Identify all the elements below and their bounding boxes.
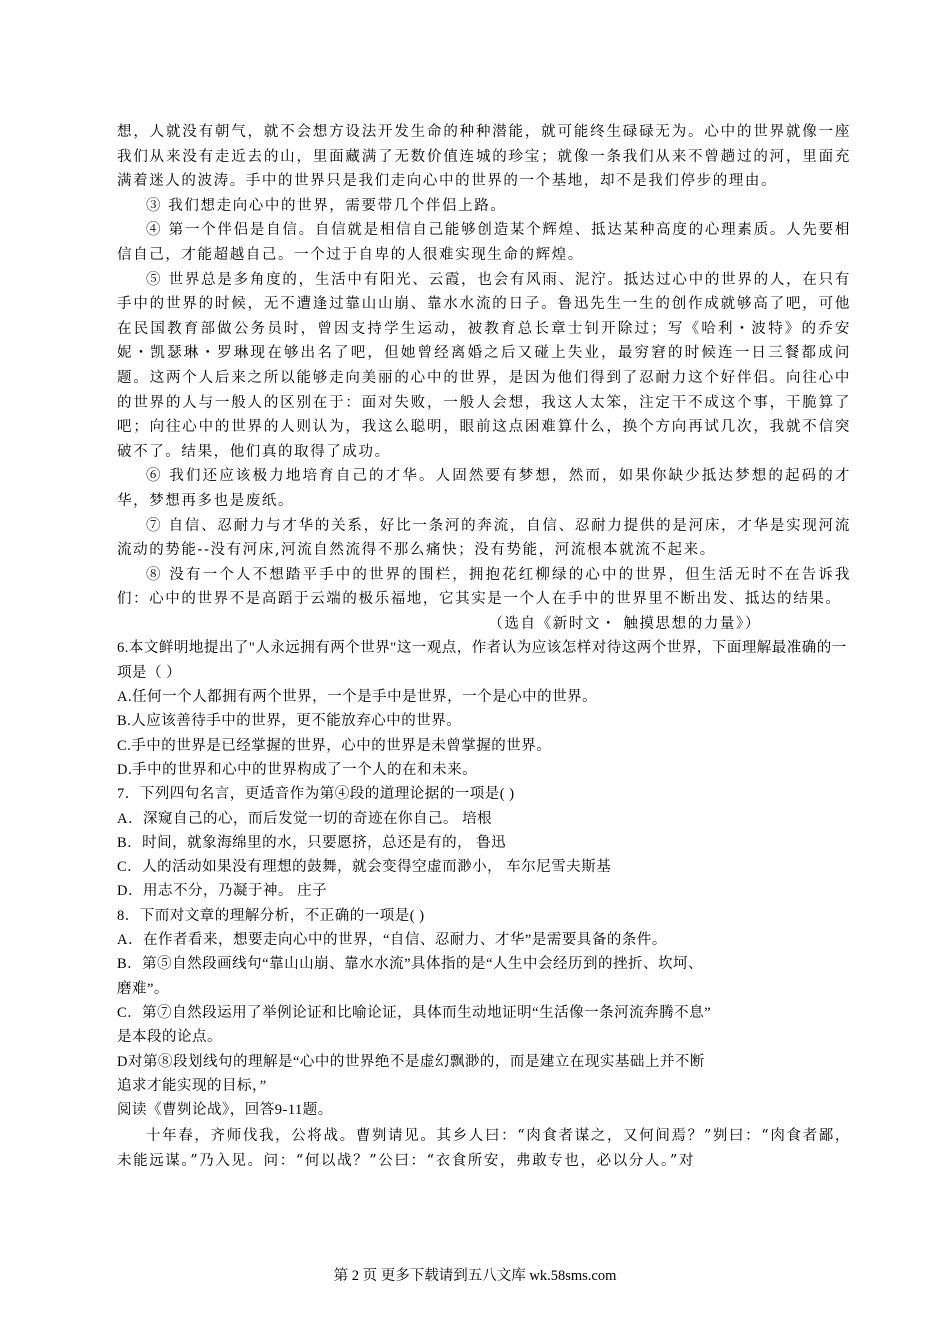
questions-section bbox=[117, 636, 851, 1122]
question-line: D．用志不分，乃凝于神。 庄子 bbox=[117, 883, 328, 900]
question-line: 是本段的论点。 bbox=[117, 1029, 222, 1046]
passage-paragraph: 想，人就没有朝气，就不会想方设法开发生命的种种潜能，就可能终生碌碌无为。心中的世界就像一座我们从来没有走近去的山，里面藏满了无数价值连城的珍宝；就像一条我们从来不曾趟过的河，里面充满着迷人的波涛。手中的世界只是我们走向心中的世界的一个基地，却不是我们停步的理由。 bbox=[117, 124, 851, 190]
question-line: 8．下而对文章的理解分析，不正确的一项是( ) bbox=[117, 907, 425, 924]
question-line: 追求才能实现的目标，” bbox=[117, 1077, 267, 1094]
question-line: A．深窥自己的心，而后发觉一切的奇迹在你自己。 培根 bbox=[117, 810, 493, 827]
passage-paragraph: ⑦ 自信、忍耐力与才华的关系，好比一条河的奔流，自信、忍耐力提供的是河床，才华是实现河流流动的势能--没有河床,河流自然流得不那么痛快；没有势能，河流根本就流不起来。 bbox=[117, 517, 851, 559]
classical-text: 十年春，齐师伐我，公将战。曹刿请见。其乡人曰：“肉食者谋之，又何间焉？”刿曰：“肉食者鄙，未能远谋。”乃入见。问：“何以战？”公曰：“衣食所安，弗敢专也，必以分人。”对 bbox=[117, 1128, 851, 1169]
question-line: B．第⑤自然段画线句“靠山山崩、靠水水流”具体指的是“人生中会经历到的挫折、坎坷、 bbox=[117, 956, 703, 973]
question-line: B.人应该善待手中的世界，更不能放弃心中的世界。 bbox=[117, 713, 462, 730]
question-line: 阅读《曹刿论战》，回答9-11题。 bbox=[117, 1102, 333, 1119]
passage-paragraph: ⑤ 世界总是多角度的，生活中有阳光、云霞，也会有风雨、泥泞。抵达过心中的世界的人，在只有手中的世界的时候，无不遭逢过靠山山崩、靠水水流的日子。鲁迅先生一生的创作成就够高了吧，可他在民国教育部做公务员时，曾因支持学生运动，被教育总长章士钊开除过；写《哈利・波特》的乔安妮・凯瑟琳・罗琳现在够出名了吧，但她曾经离婚之后又碰上失业，最穷窘的时候连一日三餐都成问题。这两个人后来之所以能够走向美丽的心中的世界，是因为他们得到了忍耐力这个好伴侣。向往心中的世界的人与一般人的区别在于：面对失败，一般人会想，我这人太笨，注定干不成这个事，干脆算了吧；向往心中的世界的人则认为，我这么聪明，眼前这点困难算什么，换个方向再试几次，我就不信突破不了。结果，他们真的取得了成功。 bbox=[117, 271, 851, 460]
question-line: C.手中的世界是已经掌握的世界，心中的世界是未曾掌握的世界。 bbox=[117, 737, 552, 754]
document-body bbox=[117, 120, 851, 1174]
question-line: 7．下列四句名言，更适音作为第④段的道理论据的一项是( ) bbox=[117, 786, 515, 803]
question-line: C．第⑦自然段运用了举例论证和比喻论证，具体而生动地证明“生活像一条河流奔腾不息” bbox=[117, 1004, 712, 1021]
passage-source: （选自《新时文・ 触摸思想的力量》） bbox=[488, 615, 761, 632]
question-line: A.任何一个人都拥有两个世界，一个是手中是世界，一个是心中的世界。 bbox=[117, 689, 598, 706]
question-line: D.手中的世界和心中的世界构成了一个人的在和未来。 bbox=[117, 761, 478, 778]
page-footer: 第 2 页 更多下载请到五八文库 wk.58sms.com bbox=[333, 1268, 617, 1284]
passage-paragraph: ⑧ 没有一个人不想踏平手中的世界的围栏，拥抱花红柳绿的心中的世界，但生活无时不在告诉我们：心中的世界不是高蹈于云端的极乐福地，它其实是一个人在手中的世界里不断出发、抵达的结果。 bbox=[117, 566, 851, 608]
question-line: 磨难”。 bbox=[117, 980, 169, 997]
passage-paragraph: ③ 我们想走向心中的世界，需要带几个伴侣上路。 bbox=[146, 197, 507, 214]
passage-paragraph: ⑥ 我们还应该极力地培育自己的才华。人固然要有梦想，然而，如果你缺少抵达梦想的起码的才华，梦想再多也是废纸。 bbox=[117, 468, 851, 509]
question-line: B．时间，就象海绵里的水，只要愿挤，总还是有的， 鲁迅 bbox=[117, 834, 507, 851]
question-line: D对第⑧段划线句的理解是“心中的世界绝不是虚幻飘渺的，而是建立在现实基础上并不断 bbox=[117, 1053, 705, 1070]
question-line: 6.本文鲜明地提出了"人永远拥有两个世界"这一观点，作者认为应该怎样对待这两个世界，下面理解最准确的一项是（ ） bbox=[117, 640, 847, 681]
question-line: A．在作者看来，想要走向心中的世界，“自信、忍耐力、才华”是需要具备的条件。 bbox=[117, 932, 667, 949]
question-line: C．人的活动如果没有理想的鼓舞，就会变得空虚而渺小， 车尔尼雪夫斯基 bbox=[117, 859, 612, 876]
passage-paragraph: ④ 第一个伴侣是自信。自信就是相信自己能够创造某个辉煌、抵达某种高度的心理素质。人先要相信自己，才能超越自己。一个过于自卑的人很难实现生命的辉煌。 bbox=[117, 222, 851, 263]
